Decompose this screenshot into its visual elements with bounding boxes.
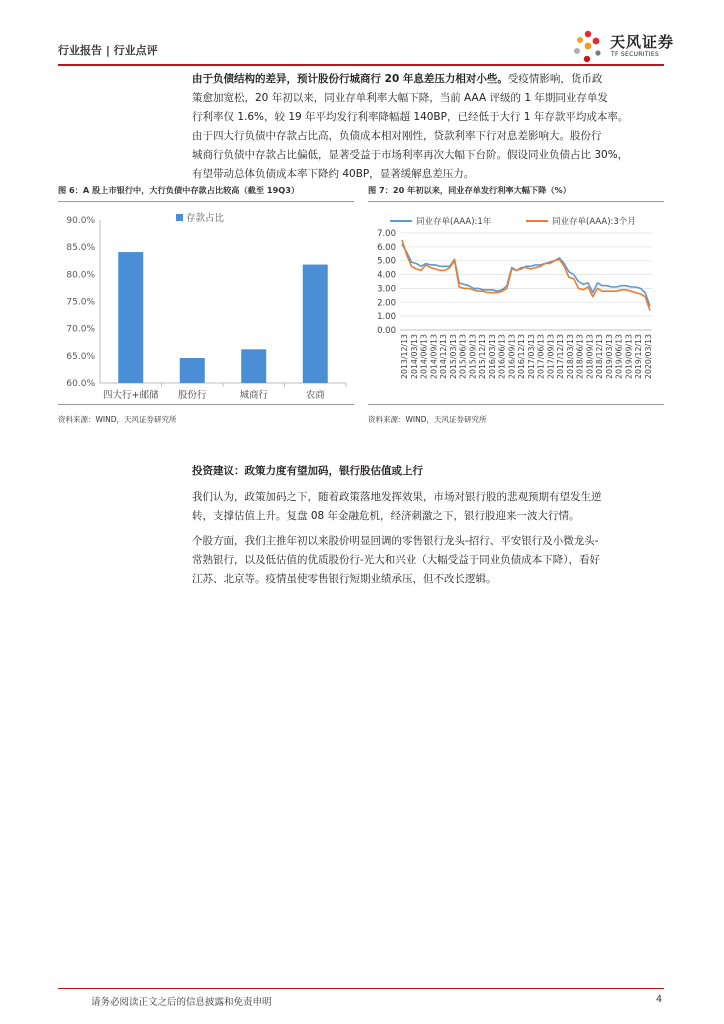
x-tick-label: 2014/09/13 <box>429 334 439 379</box>
x-tick-label: 2015/03/13 <box>448 334 458 379</box>
paragraph-line: 个股方面，我们主推年初以来股价明显回调的零售银行龙头-招行、平安银行及小微龙头- <box>192 535 599 547</box>
x-tick-label: 2014/12/13 <box>439 334 449 379</box>
legend-label: 存款占比 <box>186 213 225 224</box>
paragraph-line: 转，支撑估值上升。复盘 08 年金融危机，经济刺激之下，银行股迎来一波大行情。 <box>192 510 580 522</box>
x-tick-label: 2018/03/13 <box>565 334 575 379</box>
paragraph-line: 受疫情影响，货币政 <box>507 73 603 85</box>
x-tick-label: 2019/12/13 <box>634 334 644 379</box>
y-tick-label: 75.0% <box>66 297 95 308</box>
y-tick-label: 70.0% <box>66 324 95 335</box>
x-tick-label: 2019/03/13 <box>604 334 614 379</box>
x-tick-label: 2015/12/13 <box>478 334 488 379</box>
y-tick-label: 65.0% <box>66 351 95 362</box>
x-tick-label: 2014/06/13 <box>419 334 429 379</box>
y-tick-label: 2.00 <box>377 298 396 309</box>
y-tick-label: 90.0% <box>66 216 95 226</box>
x-tick-label: 2017/12/13 <box>556 334 566 379</box>
figure-7-source: 资料来源：WIND，天风证券研究所 <box>368 415 487 424</box>
figure-6-source: 资料来源：WIND，天风证券研究所 <box>58 415 177 424</box>
x-tick-label: 2014/03/13 <box>409 334 419 379</box>
x-tick-label: 2019/06/13 <box>614 334 624 379</box>
y-tick-label: 3.00 <box>377 284 396 295</box>
bar <box>180 358 205 383</box>
paragraph-line: 由于四大行负债中存款占比高，负债成本相对刚性，贷款利率下行对息差影响大。股份行 <box>192 130 602 142</box>
x-tick-label: 四大行+邮储 <box>103 390 159 401</box>
y-tick-label: 7.00 <box>377 229 396 239</box>
section-investment-advice <box>192 462 676 589</box>
figure-7-line-chart <box>368 203 664 403</box>
x-tick-label: 2016/03/13 <box>487 334 497 379</box>
paragraph-line: 策愈加宽松，20 年初以来，同业存单利率大幅下降，当前 AAA 评级的 1 年期同业存单发 <box>192 92 608 104</box>
x-tick-label: 2016/06/13 <box>497 334 507 379</box>
figure-7-title: 图 7：20 年初以来，同业存单发行利率大幅下降（%） <box>368 185 571 195</box>
x-tick-label: 2018/06/13 <box>575 334 585 379</box>
x-tick-label: 农商 <box>305 390 325 401</box>
legend-label: 同业存单(AAA):3个月 <box>552 217 636 227</box>
series-line <box>402 244 650 306</box>
x-tick-label: 城商行 <box>239 390 269 401</box>
x-tick-label: 2016/09/13 <box>507 334 517 379</box>
section-heading: 投资建议：政策力度有望加码，银行股估值或上行 <box>192 465 423 477</box>
page-number: 4 <box>656 994 663 1005</box>
x-tick-label: 2018/12/13 <box>595 334 605 379</box>
paragraph-line: 常熟银行，以及低估值的优质股份行-光大和兴业（大幅受益于同业负债成本下降），看好 <box>192 554 601 566</box>
paragraph-lead: 由于负债结构的差异，预计股份行城商行 20 年息差压力相对小些。 <box>192 73 508 85</box>
paragraph-line: 城商行负债中存款占比偏低，显著受益于市场利率再次大幅下台阶。假设同业负债占比 30%， <box>192 149 629 161</box>
figure-7-bottom-rule <box>368 404 664 405</box>
x-tick-label: 2018/09/13 <box>585 334 595 379</box>
y-tick-label: 85.0% <box>66 243 95 254</box>
bar <box>118 252 143 383</box>
report-category: 行业报告 | 行业点评 <box>58 44 158 57</box>
figure-6-top-rule <box>58 201 354 202</box>
legend-label: 同业存单(AAA):1年 <box>416 217 492 227</box>
y-tick-label: 4.00 <box>377 270 396 281</box>
paragraph-line: 有望带动总体负债成本率下降约 40BP，显著缓解息差压力。 <box>192 168 475 180</box>
x-tick-label: 2015/06/13 <box>458 334 468 379</box>
x-tick-label: 2017/03/13 <box>526 334 536 379</box>
figure-7-top-rule <box>368 201 664 202</box>
paragraph-margin-pressure <box>192 70 676 184</box>
x-tick-label: 股份行 <box>177 390 207 401</box>
legend-swatch <box>176 214 183 221</box>
brand-name: 天风证券 <box>610 33 675 51</box>
y-tick-label: 6.00 <box>377 242 396 253</box>
x-tick-label: 2019/09/13 <box>624 334 634 379</box>
y-tick-label: 1.00 <box>377 312 396 323</box>
paragraph-line: 江苏、北京等。疫情虽使零售银行短期业绩承压，但不改长逻辑。 <box>192 573 497 585</box>
y-tick-label: 0.00 <box>377 326 396 336</box>
x-tick-label: 2013/12/13 <box>400 334 409 379</box>
bar <box>241 349 266 383</box>
brand-subtitle: TF SECURITIES <box>611 51 660 58</box>
header-rule <box>58 64 664 66</box>
y-tick-label: 60.0% <box>66 379 95 389</box>
x-tick-label: 2017/06/13 <box>536 334 546 379</box>
figure-6-bottom-rule <box>58 404 354 405</box>
paragraph-line: 行利率仅 1.6%，较 19 年平均发行利率降幅超 140BP，已经低于大行 1 年存款平均成本率。 <box>192 111 629 123</box>
y-tick-label: 5.00 <box>377 256 396 267</box>
x-tick-label: 2020/03/13 <box>644 334 653 379</box>
x-tick-label: 2015/09/13 <box>468 334 478 379</box>
bar <box>303 265 328 383</box>
footer-disclaimer: 请务必阅读正文之后的信息披露和免责申明 <box>91 997 272 1008</box>
figure-6-title: 图 6：A 股上市银行中，大行负债中存款占比较高（截至 19Q3） <box>58 185 300 195</box>
paragraph-line: 我们认为，政策加码之下，随着政策落地发挥效果，市场对银行股的悲观预期有望发生逆 <box>192 491 602 503</box>
x-tick-label: 2017/09/13 <box>546 334 556 379</box>
footer-rule <box>58 988 664 989</box>
series-line <box>402 240 650 311</box>
y-tick-label: 80.0% <box>66 270 95 281</box>
figure-6-bar-chart <box>58 203 354 403</box>
x-tick-label: 2016/12/13 <box>517 334 527 379</box>
